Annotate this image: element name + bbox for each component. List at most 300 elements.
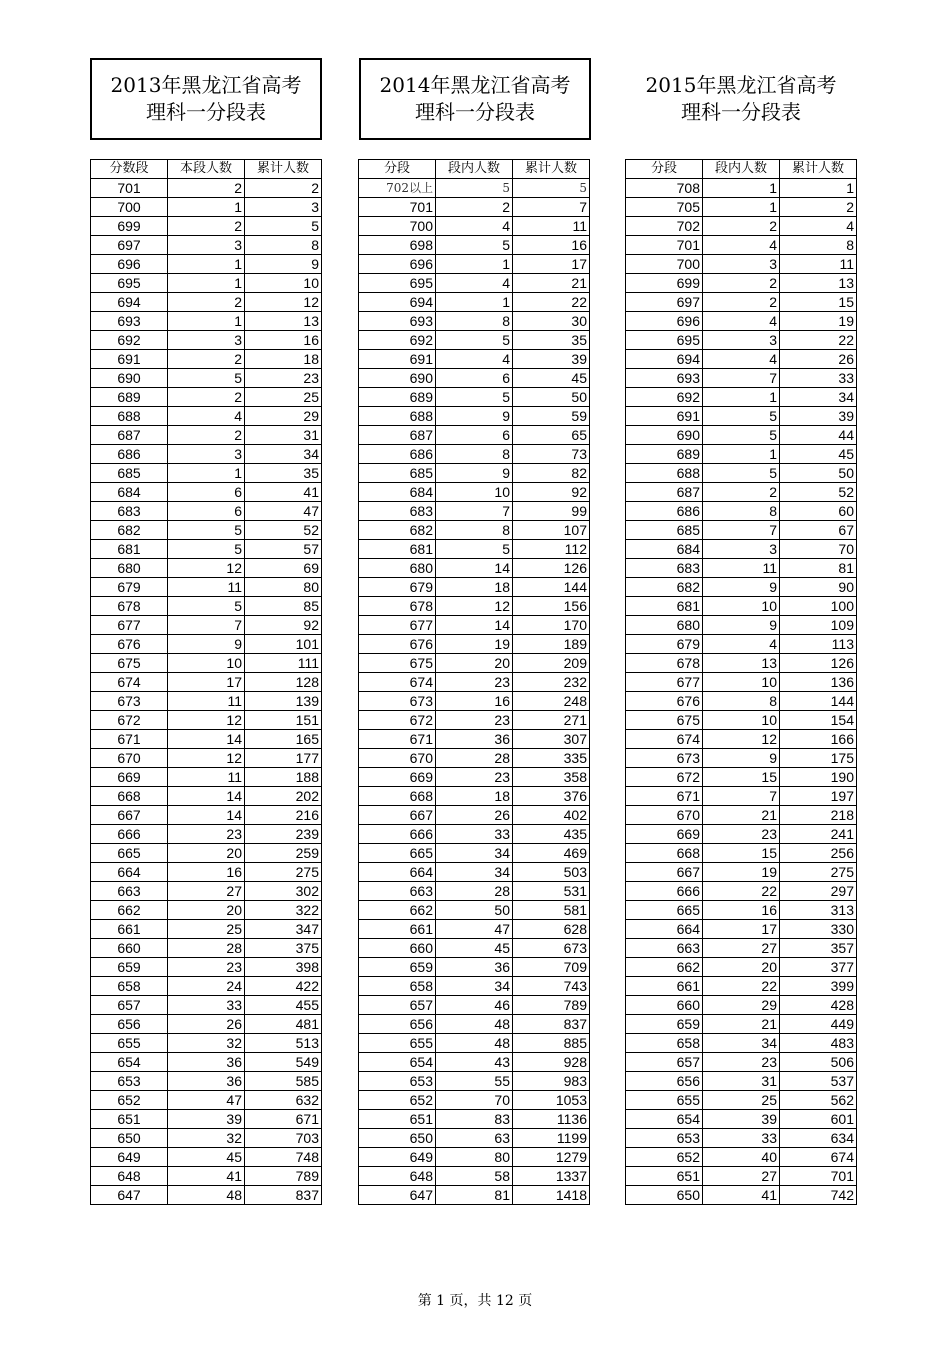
- count-2014: 1: [436, 293, 513, 312]
- score-2014: 657: [359, 996, 436, 1015]
- cumulative-2013: 322: [245, 901, 322, 920]
- score-2015: 659: [626, 1015, 703, 1034]
- count-2015: 33: [703, 1129, 780, 1148]
- table-row: [626, 1053, 857, 1072]
- count-2015: 27: [703, 939, 780, 958]
- score-2013: 697: [91, 236, 168, 255]
- count-2013: 45: [168, 1148, 245, 1167]
- score-2014: 660: [359, 939, 436, 958]
- gap-cell: [322, 806, 359, 825]
- cumulative-2013: 47: [245, 502, 322, 521]
- cumulative-2015: 634: [780, 1129, 857, 1148]
- header-2015-score: 分段: [626, 160, 703, 179]
- table-row: [91, 445, 590, 464]
- header-2015-count: 段内人数: [703, 160, 780, 179]
- score-2013: 684: [91, 483, 168, 502]
- cumulative-2013: 513: [245, 1034, 322, 1053]
- score-2014: 678: [359, 597, 436, 616]
- count-2014: 16: [436, 692, 513, 711]
- table-row: [91, 787, 590, 806]
- score-2015: 656: [626, 1072, 703, 1091]
- gap-cell: [322, 426, 359, 445]
- count-2014: 4: [436, 274, 513, 293]
- table-row: [91, 1015, 590, 1034]
- gap-cell: [322, 977, 359, 996]
- table-row: [626, 502, 857, 521]
- cumulative-2015: 45: [780, 445, 857, 464]
- count-2013: 25: [168, 920, 245, 939]
- cumulative-2014: 581: [513, 901, 590, 920]
- cumulative-2014: 82: [513, 464, 590, 483]
- score-2013: 656: [91, 1015, 168, 1034]
- cumulative-2014: 531: [513, 882, 590, 901]
- count-2015: 21: [703, 1015, 780, 1034]
- score-2013: 657: [91, 996, 168, 1015]
- count-2015: 27: [703, 1167, 780, 1186]
- score-2015: 650: [626, 1186, 703, 1205]
- cumulative-2014: 435: [513, 825, 590, 844]
- count-2014: 10: [436, 483, 513, 502]
- table-row: [91, 559, 590, 578]
- cumulative-2015: 13: [780, 274, 857, 293]
- table-row: [626, 388, 857, 407]
- score-2015: 654: [626, 1110, 703, 1129]
- score-2015: 684: [626, 540, 703, 559]
- gap-cell: [322, 274, 359, 293]
- gap-cell: [322, 939, 359, 958]
- title-2015-line1: 2015年黑龙江省高考: [645, 73, 837, 97]
- score-2013: 667: [91, 806, 168, 825]
- cumulative-2014: 1279: [513, 1148, 590, 1167]
- score-2014: 684: [359, 483, 436, 502]
- table-row: [626, 540, 857, 559]
- count-2015: 1: [703, 198, 780, 217]
- title-2015: [625, 58, 857, 140]
- count-2013: 3: [168, 236, 245, 255]
- gap-cell: [322, 217, 359, 236]
- cumulative-2015: 136: [780, 673, 857, 692]
- cumulative-2015: 399: [780, 977, 857, 996]
- count-2014: 48: [436, 1034, 513, 1053]
- cumulative-2015: 506: [780, 1053, 857, 1072]
- table-row: [91, 1129, 590, 1148]
- count-2013: 36: [168, 1053, 245, 1072]
- gap-cell: [322, 521, 359, 540]
- score-2013: 686: [91, 445, 168, 464]
- score-2015: 655: [626, 1091, 703, 1110]
- table-row: [91, 730, 590, 749]
- count-2014: 34: [436, 863, 513, 882]
- score-2014: 654: [359, 1053, 436, 1072]
- table-row: [91, 198, 590, 217]
- count-2013: 12: [168, 559, 245, 578]
- table-row: [626, 654, 857, 673]
- gap-cell: [322, 1110, 359, 1129]
- score-2014: 687: [359, 426, 436, 445]
- table-row: [626, 331, 857, 350]
- cumulative-2014: 469: [513, 844, 590, 863]
- cumulative-2014: 673: [513, 939, 590, 958]
- cumulative-2014: 45: [513, 369, 590, 388]
- cumulative-2014: 73: [513, 445, 590, 464]
- score-2014: 676: [359, 635, 436, 654]
- header-row: [91, 160, 590, 179]
- cumulative-2015: 81: [780, 559, 857, 578]
- score-2014: 700: [359, 217, 436, 236]
- count-2013: 48: [168, 1186, 245, 1205]
- count-2014: 6: [436, 426, 513, 445]
- title-2014-line2: 理科一分段表: [415, 100, 535, 124]
- cumulative-2013: 41: [245, 483, 322, 502]
- gap-cell: [322, 540, 359, 559]
- count-2013: 14: [168, 806, 245, 825]
- count-2013: 39: [168, 1110, 245, 1129]
- cumulative-2014: 1199: [513, 1129, 590, 1148]
- cumulative-2015: 60: [780, 502, 857, 521]
- cumulative-2015: 562: [780, 1091, 857, 1110]
- count-2013: 3: [168, 445, 245, 464]
- score-2014: 674: [359, 673, 436, 692]
- cumulative-2014: 7: [513, 198, 590, 217]
- count-2014: 6: [436, 369, 513, 388]
- score-2015: 691: [626, 407, 703, 426]
- count-2014: 58: [436, 1167, 513, 1186]
- count-2013: 5: [168, 521, 245, 540]
- count-2013: 3: [168, 331, 245, 350]
- gap-cell: [322, 331, 359, 350]
- score-2013: 701: [91, 179, 168, 198]
- cumulative-2014: 503: [513, 863, 590, 882]
- table-row: [91, 844, 590, 863]
- gap-cell: [322, 654, 359, 673]
- score-2014: 647: [359, 1186, 436, 1205]
- cumulative-2015: 537: [780, 1072, 857, 1091]
- table-row: [91, 1034, 590, 1053]
- count-2014: 33: [436, 825, 513, 844]
- cumulative-2013: 789: [245, 1167, 322, 1186]
- gap-cell: [322, 502, 359, 521]
- score-2014: 650: [359, 1129, 436, 1148]
- count-2013: 5: [168, 597, 245, 616]
- gap-cell: [322, 1186, 359, 1205]
- score-2015: 678: [626, 654, 703, 673]
- cumulative-2015: 197: [780, 787, 857, 806]
- cumulative-2015: 100: [780, 597, 857, 616]
- cumulative-2013: 455: [245, 996, 322, 1015]
- cumulative-2013: 259: [245, 844, 322, 863]
- table-row: [91, 1110, 590, 1129]
- table-row: [626, 445, 857, 464]
- score-2014: 698: [359, 236, 436, 255]
- table-row: [91, 274, 590, 293]
- cumulative-2015: 377: [780, 958, 857, 977]
- gap-cell: [322, 578, 359, 597]
- gap-cell: [322, 825, 359, 844]
- cumulative-2015: 2: [780, 198, 857, 217]
- cumulative-2013: 12: [245, 293, 322, 312]
- cumulative-2013: 35: [245, 464, 322, 483]
- header-2015-cumulative: 累计人数: [780, 160, 857, 179]
- count-2014: 48: [436, 1015, 513, 1034]
- table-row: [91, 293, 590, 312]
- gap-cell: [322, 198, 359, 217]
- score-2015: 693: [626, 369, 703, 388]
- count-2013: 9: [168, 635, 245, 654]
- score-2015: 682: [626, 578, 703, 597]
- table-row: [91, 920, 590, 939]
- count-2013: 4: [168, 407, 245, 426]
- count-2014: 9: [436, 464, 513, 483]
- score-2013: 699: [91, 217, 168, 236]
- cumulative-2015: 674: [780, 1148, 857, 1167]
- table-row: [626, 863, 857, 882]
- score-2014: 694: [359, 293, 436, 312]
- score-2013: 676: [91, 635, 168, 654]
- score-2014: 677: [359, 616, 436, 635]
- score-2013: 688: [91, 407, 168, 426]
- count-2015: 1: [703, 388, 780, 407]
- count-2015: 39: [703, 1110, 780, 1129]
- count-2014: 1: [436, 255, 513, 274]
- gap-cell: [322, 920, 359, 939]
- count-2013: 14: [168, 787, 245, 806]
- score-2015: 668: [626, 844, 703, 863]
- count-2015: 4: [703, 312, 780, 331]
- count-2013: 6: [168, 483, 245, 502]
- count-2014: 5: [436, 236, 513, 255]
- cumulative-2013: 85: [245, 597, 322, 616]
- table-row: [626, 996, 857, 1015]
- gap-cell: [322, 1034, 359, 1053]
- gap-cell: [322, 901, 359, 920]
- table-row: [91, 977, 590, 996]
- gap-cell: [322, 863, 359, 882]
- cumulative-2014: 709: [513, 958, 590, 977]
- gap-cell: [322, 312, 359, 331]
- cumulative-2014: 35: [513, 331, 590, 350]
- count-2013: 5: [168, 540, 245, 559]
- cumulative-2013: 57: [245, 540, 322, 559]
- cumulative-2014: 30: [513, 312, 590, 331]
- count-2015: 7: [703, 787, 780, 806]
- count-2015: 5: [703, 426, 780, 445]
- cumulative-2013: 585: [245, 1072, 322, 1091]
- count-2013: 1: [168, 464, 245, 483]
- count-2013: 26: [168, 1015, 245, 1034]
- table-row: [626, 198, 857, 217]
- gap-cell: [322, 882, 359, 901]
- header-2014-score: 分段: [359, 160, 436, 179]
- score-2013: 662: [91, 901, 168, 920]
- header-2014-cumulative: 累计人数: [513, 160, 590, 179]
- count-2015: 2: [703, 483, 780, 502]
- cumulative-2013: 52: [245, 521, 322, 540]
- score-table-2015: [625, 159, 857, 1205]
- score-2014: 686: [359, 445, 436, 464]
- count-2015: 12: [703, 730, 780, 749]
- score-2014: 691: [359, 350, 436, 369]
- table-row: [626, 236, 857, 255]
- count-2014: 5: [436, 179, 513, 198]
- count-2014: 12: [436, 597, 513, 616]
- table-row: [626, 711, 857, 730]
- cumulative-2014: 5: [513, 179, 590, 198]
- cumulative-2014: 189: [513, 635, 590, 654]
- table-row: [626, 1015, 857, 1034]
- count-2015: 3: [703, 540, 780, 559]
- gap-cell: [322, 293, 359, 312]
- score-2014: 653: [359, 1072, 436, 1091]
- score-2014: 666: [359, 825, 436, 844]
- table-row: [91, 958, 590, 977]
- score-2013: 682: [91, 521, 168, 540]
- gap-cell: [322, 711, 359, 730]
- table-row: [626, 844, 857, 863]
- score-2013: 675: [91, 654, 168, 673]
- count-2013: 1: [168, 255, 245, 274]
- table-row: [91, 692, 590, 711]
- table-row: [626, 958, 857, 977]
- cumulative-2014: 307: [513, 730, 590, 749]
- cumulative-2014: 92: [513, 483, 590, 502]
- cumulative-2014: 743: [513, 977, 590, 996]
- cumulative-2013: 632: [245, 1091, 322, 1110]
- count-2013: 27: [168, 882, 245, 901]
- count-2013: 24: [168, 977, 245, 996]
- score-2015: 702: [626, 217, 703, 236]
- cumulative-2015: 50: [780, 464, 857, 483]
- count-2014: 14: [436, 559, 513, 578]
- table-row: [91, 1148, 590, 1167]
- score-2015: 683: [626, 559, 703, 578]
- table-row: [626, 597, 857, 616]
- score-2015: 657: [626, 1053, 703, 1072]
- count-2015: 9: [703, 578, 780, 597]
- cumulative-2013: 302: [245, 882, 322, 901]
- cumulative-2014: 22: [513, 293, 590, 312]
- table-row: [626, 521, 857, 540]
- header-2013-cumulative: 累计人数: [245, 160, 322, 179]
- count-2013: 2: [168, 426, 245, 445]
- count-2014: 50: [436, 901, 513, 920]
- cumulative-2015: 601: [780, 1110, 857, 1129]
- cumulative-2013: 29: [245, 407, 322, 426]
- cumulative-2014: 112: [513, 540, 590, 559]
- gap-cell: [322, 1091, 359, 1110]
- table-row: [626, 1148, 857, 1167]
- score-2013: 651: [91, 1110, 168, 1129]
- score-2013: 674: [91, 673, 168, 692]
- table-row: [91, 1167, 590, 1186]
- count-2014: 26: [436, 806, 513, 825]
- gap-cell: [322, 844, 359, 863]
- count-2014: 45: [436, 939, 513, 958]
- gap-cell: [322, 464, 359, 483]
- table-row: [91, 464, 590, 483]
- count-2014: 8: [436, 521, 513, 540]
- count-2015: 10: [703, 711, 780, 730]
- count-2013: 33: [168, 996, 245, 1015]
- count-2015: 9: [703, 749, 780, 768]
- cumulative-2014: 376: [513, 787, 590, 806]
- score-2013: 664: [91, 863, 168, 882]
- score-2013: 700: [91, 198, 168, 217]
- count-2014: 4: [436, 217, 513, 236]
- score-2014: 675: [359, 654, 436, 673]
- cumulative-2014: 358: [513, 768, 590, 787]
- table-row: [626, 255, 857, 274]
- table-row: [626, 217, 857, 236]
- table-row: [91, 388, 590, 407]
- cumulative-2014: 156: [513, 597, 590, 616]
- cumulative-2013: 375: [245, 939, 322, 958]
- count-2015: 2: [703, 293, 780, 312]
- score-2015: 673: [626, 749, 703, 768]
- table-row: [626, 578, 857, 597]
- score-2015: 697: [626, 293, 703, 312]
- table-row: [626, 407, 857, 426]
- cumulative-2014: 628: [513, 920, 590, 939]
- table-row: [91, 616, 590, 635]
- score-2013: 650: [91, 1129, 168, 1148]
- cumulative-2015: 113: [780, 635, 857, 654]
- table-row: [91, 236, 590, 255]
- table-row: [91, 1053, 590, 1072]
- count-2014: 36: [436, 730, 513, 749]
- table-row: [626, 616, 857, 635]
- table-row: [91, 426, 590, 445]
- count-2015: 31: [703, 1072, 780, 1091]
- cumulative-2013: 151: [245, 711, 322, 730]
- table-row: [91, 1186, 590, 1205]
- cumulative-2015: 126: [780, 654, 857, 673]
- score-2014: 649: [359, 1148, 436, 1167]
- cumulative-2014: 59: [513, 407, 590, 426]
- score-2014: 696: [359, 255, 436, 274]
- table-row: [626, 749, 857, 768]
- score-2014: 673: [359, 692, 436, 711]
- gap-cell: [322, 1167, 359, 1186]
- count-2015: 8: [703, 692, 780, 711]
- cumulative-2015: 428: [780, 996, 857, 1015]
- score-2014: 672: [359, 711, 436, 730]
- count-2014: 9: [436, 407, 513, 426]
- cumulative-2015: 297: [780, 882, 857, 901]
- count-2014: 23: [436, 673, 513, 692]
- score-2013: 689: [91, 388, 168, 407]
- table-row: [91, 502, 590, 521]
- table-row: [91, 217, 590, 236]
- score-2013: 685: [91, 464, 168, 483]
- cumulative-2015: 175: [780, 749, 857, 768]
- gap-cell: [322, 350, 359, 369]
- gap-cell: [322, 388, 359, 407]
- table-row: [626, 1110, 857, 1129]
- count-2015: 34: [703, 1034, 780, 1053]
- score-2013: 679: [91, 578, 168, 597]
- count-2013: 32: [168, 1129, 245, 1148]
- cumulative-2014: 232: [513, 673, 590, 692]
- gap-cell: [322, 673, 359, 692]
- gap-cell: [322, 958, 359, 977]
- score-2013: 653: [91, 1072, 168, 1091]
- cumulative-2014: 99: [513, 502, 590, 521]
- cumulative-2015: 483: [780, 1034, 857, 1053]
- gap-cell: [322, 749, 359, 768]
- table-row: [626, 559, 857, 578]
- score-2013: 681: [91, 540, 168, 559]
- score-2013: 666: [91, 825, 168, 844]
